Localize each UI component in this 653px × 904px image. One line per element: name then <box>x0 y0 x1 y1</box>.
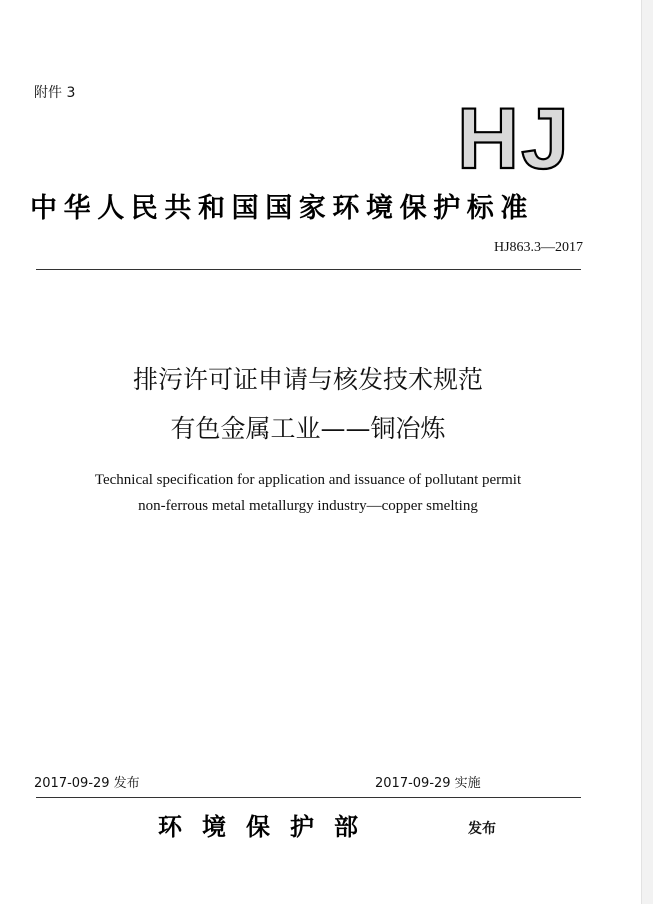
cn-title-line1: 排污许可证申请与核发技术规范 <box>132 365 483 394</box>
hj-logo-text: HJ <box>457 100 571 172</box>
attachment-label: 附件 3 <box>34 85 76 101</box>
implementation-date: 2017-09-29 实施 <box>375 776 481 791</box>
ministry-name: 环境保护部 <box>158 812 378 841</box>
header-divider <box>36 269 581 270</box>
issue-date: 2017-09-29 发布 <box>34 776 140 791</box>
en-title-line1: Technical specification for application and issuance of pollutant permit <box>94 472 522 488</box>
standard-number: HJ863.3—2017 <box>494 240 584 255</box>
cn-title-line2: 有色金属工业——铜冶炼 <box>170 414 446 443</box>
en-title-line2: non-ferrous metal metallurgy industry—copper smelting <box>138 498 478 514</box>
page-margin <box>641 0 653 904</box>
publish-label: 发布 <box>468 821 496 837</box>
org-title: 中华人民共和国国家环境保护标准 <box>30 193 534 224</box>
footer-divider <box>36 797 581 798</box>
hj-logo <box>455 100 580 172</box>
